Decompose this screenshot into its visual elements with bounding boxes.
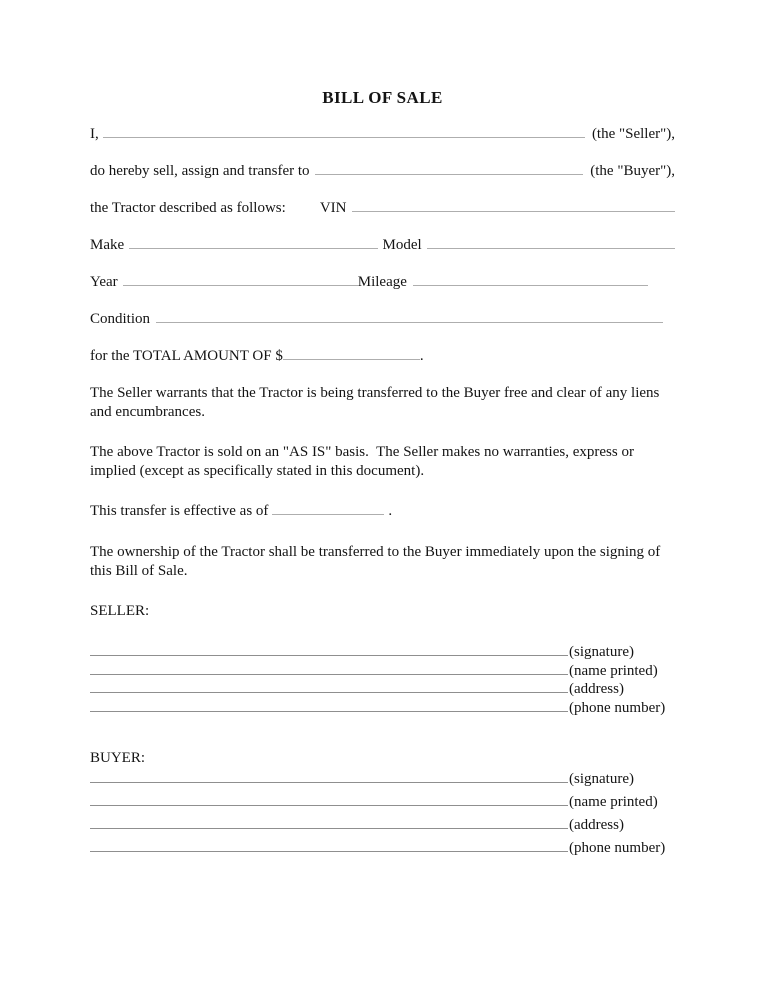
amount-row xyxy=(90,347,675,366)
condition-blank[interactable] xyxy=(156,311,663,323)
condition-label: Condition xyxy=(90,311,151,327)
buyer-address-label: (address) xyxy=(569,817,624,833)
document-title: BILL OF SALE xyxy=(322,88,443,107)
make-model-row xyxy=(90,236,675,255)
seller-signature-label: (signature) xyxy=(569,644,634,660)
seller-section xyxy=(90,602,675,717)
seller-name-blank[interactable] xyxy=(103,126,585,138)
amount-suffix: . xyxy=(419,348,424,364)
buyer-name-printed-label: (name printed) xyxy=(569,794,658,810)
buyer-phone-blank[interactable] xyxy=(90,840,568,852)
buyer-name-printed-blank[interactable] xyxy=(90,794,568,806)
vin-row-prefix: the Tractor described as follows: xyxy=(90,200,286,216)
vin-row xyxy=(90,199,675,218)
buyer-signature-label: (signature) xyxy=(569,771,634,787)
seller-address-blank[interactable] xyxy=(90,681,568,693)
effective-date-prefix: This transfer is effective as of xyxy=(90,503,269,519)
seller-address-row xyxy=(90,680,675,699)
seller-name-suffix: (the "Seller"), xyxy=(591,126,675,142)
seller-name-prefix: I, xyxy=(90,126,99,142)
buyer-name-printed-row xyxy=(90,791,675,814)
model-blank[interactable] xyxy=(427,237,675,249)
make-label: Make xyxy=(90,237,125,253)
buyer-section xyxy=(90,749,675,860)
seller-phone-row xyxy=(90,699,675,718)
vin-blank[interactable] xyxy=(352,200,675,212)
seller-name-printed-label: (name printed) xyxy=(569,662,658,679)
mileage-label: Mileage xyxy=(357,274,407,290)
seller-name-printed-blank[interactable] xyxy=(90,663,568,675)
vin-label: VIN xyxy=(319,200,347,216)
buyer-phone-label: (phone number) xyxy=(569,840,666,856)
effective-date-blank[interactable] xyxy=(272,503,384,515)
seller-name-printed-row xyxy=(90,662,675,681)
effective-date-suffix: . xyxy=(388,503,393,519)
year-mileage-row xyxy=(90,273,675,292)
buyer-address-blank[interactable] xyxy=(90,817,568,829)
amount-blank[interactable] xyxy=(283,348,420,360)
buyer-name-blank[interactable] xyxy=(315,163,584,175)
amount-prefix: for the TOTAL AMOUNT OF $ xyxy=(90,348,283,364)
buyer-signature-blank[interactable] xyxy=(90,771,568,783)
seller-address-label: (address) xyxy=(569,681,624,697)
buyer-address-row xyxy=(90,814,675,837)
mileage-blank[interactable] xyxy=(413,274,648,286)
make-blank[interactable] xyxy=(129,237,377,249)
buyer-name-row xyxy=(90,162,675,181)
buyer-phone-row xyxy=(90,837,675,860)
seller-phone-blank[interactable] xyxy=(90,700,568,712)
seller-signature-row xyxy=(90,643,675,662)
year-label: Year xyxy=(90,274,118,290)
effective-date-row xyxy=(90,502,675,521)
condition-row xyxy=(90,310,675,329)
seller-heading: SELLER: xyxy=(90,603,150,619)
seller-name-row xyxy=(90,125,675,144)
model-label: Model xyxy=(382,237,422,253)
buyer-name-suffix: (the "Buyer"), xyxy=(590,163,675,179)
ownership-paragraph: The ownership of the Tractor shall be transferred to the Buyer immediately upon the signing of this Bill of Sale. xyxy=(90,544,665,579)
buyer-signature-row xyxy=(90,768,675,791)
buyer-heading: BUYER: xyxy=(90,750,146,766)
year-blank[interactable] xyxy=(123,274,358,286)
seller-signature-blank[interactable] xyxy=(90,644,568,656)
as-is-paragraph: The above Tractor is sold on an "AS IS" basis. The Seller makes no warranties, express or implied (except as specifically stated in this document). xyxy=(90,444,638,479)
buyer-name-prefix: do hereby sell, assign and transfer to xyxy=(90,163,310,179)
seller-phone-label: (phone number) xyxy=(569,699,666,716)
warranty-paragraph: The Seller warrants that the Tractor is being transferred to the Buyer free and clear of any liens and encumbrances. xyxy=(90,385,664,420)
